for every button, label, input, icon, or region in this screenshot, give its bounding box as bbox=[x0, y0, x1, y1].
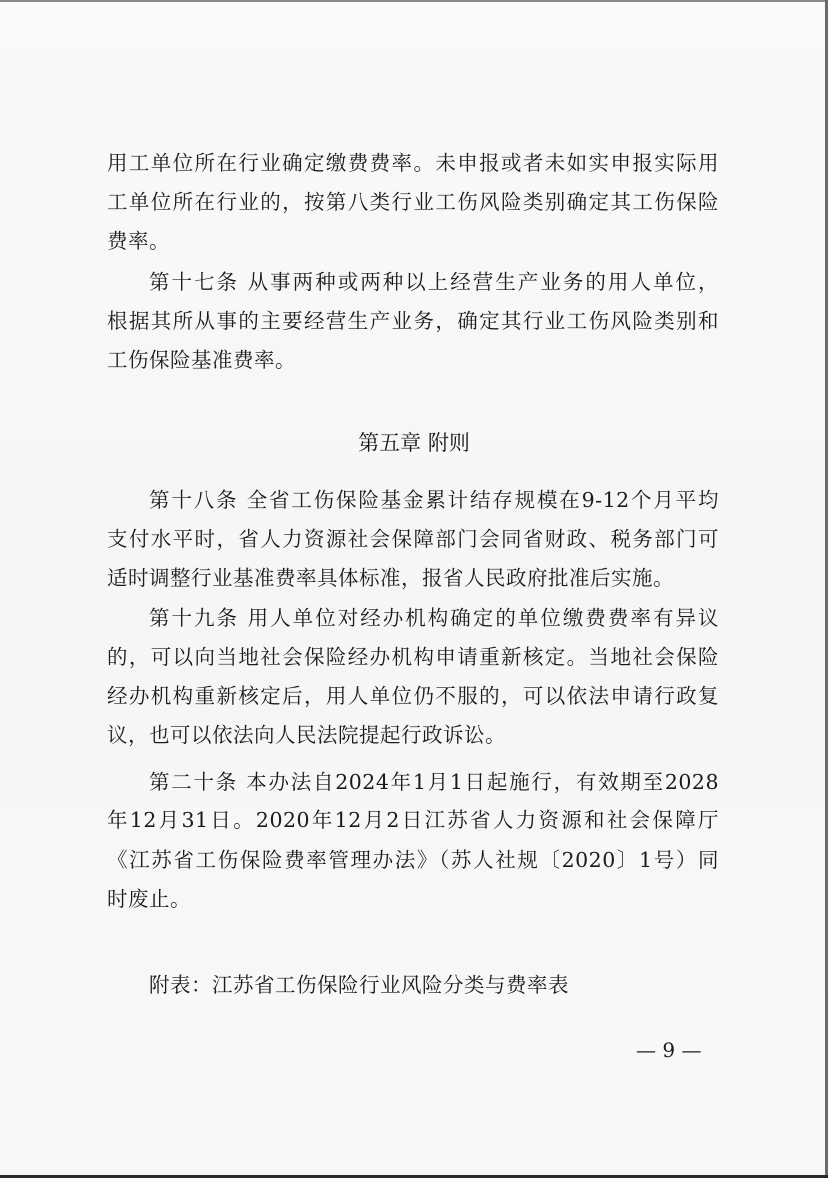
article-18-label: 第十八条 bbox=[149, 488, 239, 512]
article-19-line-4: 议，也可以依法向人民法院提起行政诉讼。 bbox=[107, 723, 506, 747]
article-18-line-2: 支付水平时，省人力资源社会保障部门会同省财政、税务部门可 bbox=[107, 527, 719, 551]
article-20-line-1 bbox=[149, 767, 719, 797]
page-number: — 9 — bbox=[636, 1038, 702, 1062]
scan-edge-top bbox=[0, 0, 828, 2]
article-19-line-3: 经办机构重新核定后，用人单位仍不服的，可以依法申请行政复 bbox=[107, 684, 719, 708]
attachment-note: 附表：江苏省工伤保险行业风险分类与费率表 bbox=[149, 973, 569, 997]
article-17-label: 第十七条 bbox=[149, 270, 240, 294]
article-17-line-3: 工伤保险基准费率。 bbox=[107, 348, 296, 372]
article-20-line-3: 《江苏省工伤保险费率管理办法》（苏人社规〔2020〕1号）同 bbox=[107, 848, 719, 872]
article-17-text: 从事两种或两种以上经营生产业务的用人单位， bbox=[247, 270, 719, 294]
article-18-line-1 bbox=[149, 485, 719, 515]
article-20-line-2: 年12月31日。2020年12月2日江苏省人力资源和社会保障厅 bbox=[107, 808, 719, 832]
article-17-line-2: 根据其所从事的主要经营生产业务，确定其行业工伤风险类别和 bbox=[107, 309, 719, 333]
article-19-text: 用人单位对经办机构确定的单位缴费费率有异议 bbox=[247, 606, 719, 630]
article-18-line-3: 适时调整行业基准费率具体标准，报省人民政府批准后实施。 bbox=[107, 566, 674, 590]
chapter-heading: 第五章 附则 bbox=[358, 431, 470, 455]
article-20-text: 本办法自2024年1月1日起施行，有效期至2028 bbox=[246, 770, 719, 794]
paragraph-line: 用工单位所在行业确定缴费费率。未申报或者未如实申报实际用 bbox=[107, 151, 719, 175]
paragraph-line: 工单位所在行业的，按第八类行业工伤风险类别确定其工伤保险 bbox=[107, 190, 719, 214]
article-20-label: 第二十条 bbox=[149, 770, 238, 794]
article-19-line-2: 的，可以向当地社会保险经办机构申请重新核定。当地社会保险 bbox=[107, 645, 719, 669]
article-20-line-4: 时废止。 bbox=[107, 887, 191, 911]
article-19-line-1 bbox=[149, 603, 719, 633]
paragraph-line: 费率。 bbox=[107, 229, 170, 253]
article-18-text: 全省工伤保险基金累计结存规模在9-12个月平均 bbox=[246, 488, 720, 512]
article-19-label: 第十九条 bbox=[149, 606, 240, 630]
article-17-line-1 bbox=[149, 267, 719, 297]
